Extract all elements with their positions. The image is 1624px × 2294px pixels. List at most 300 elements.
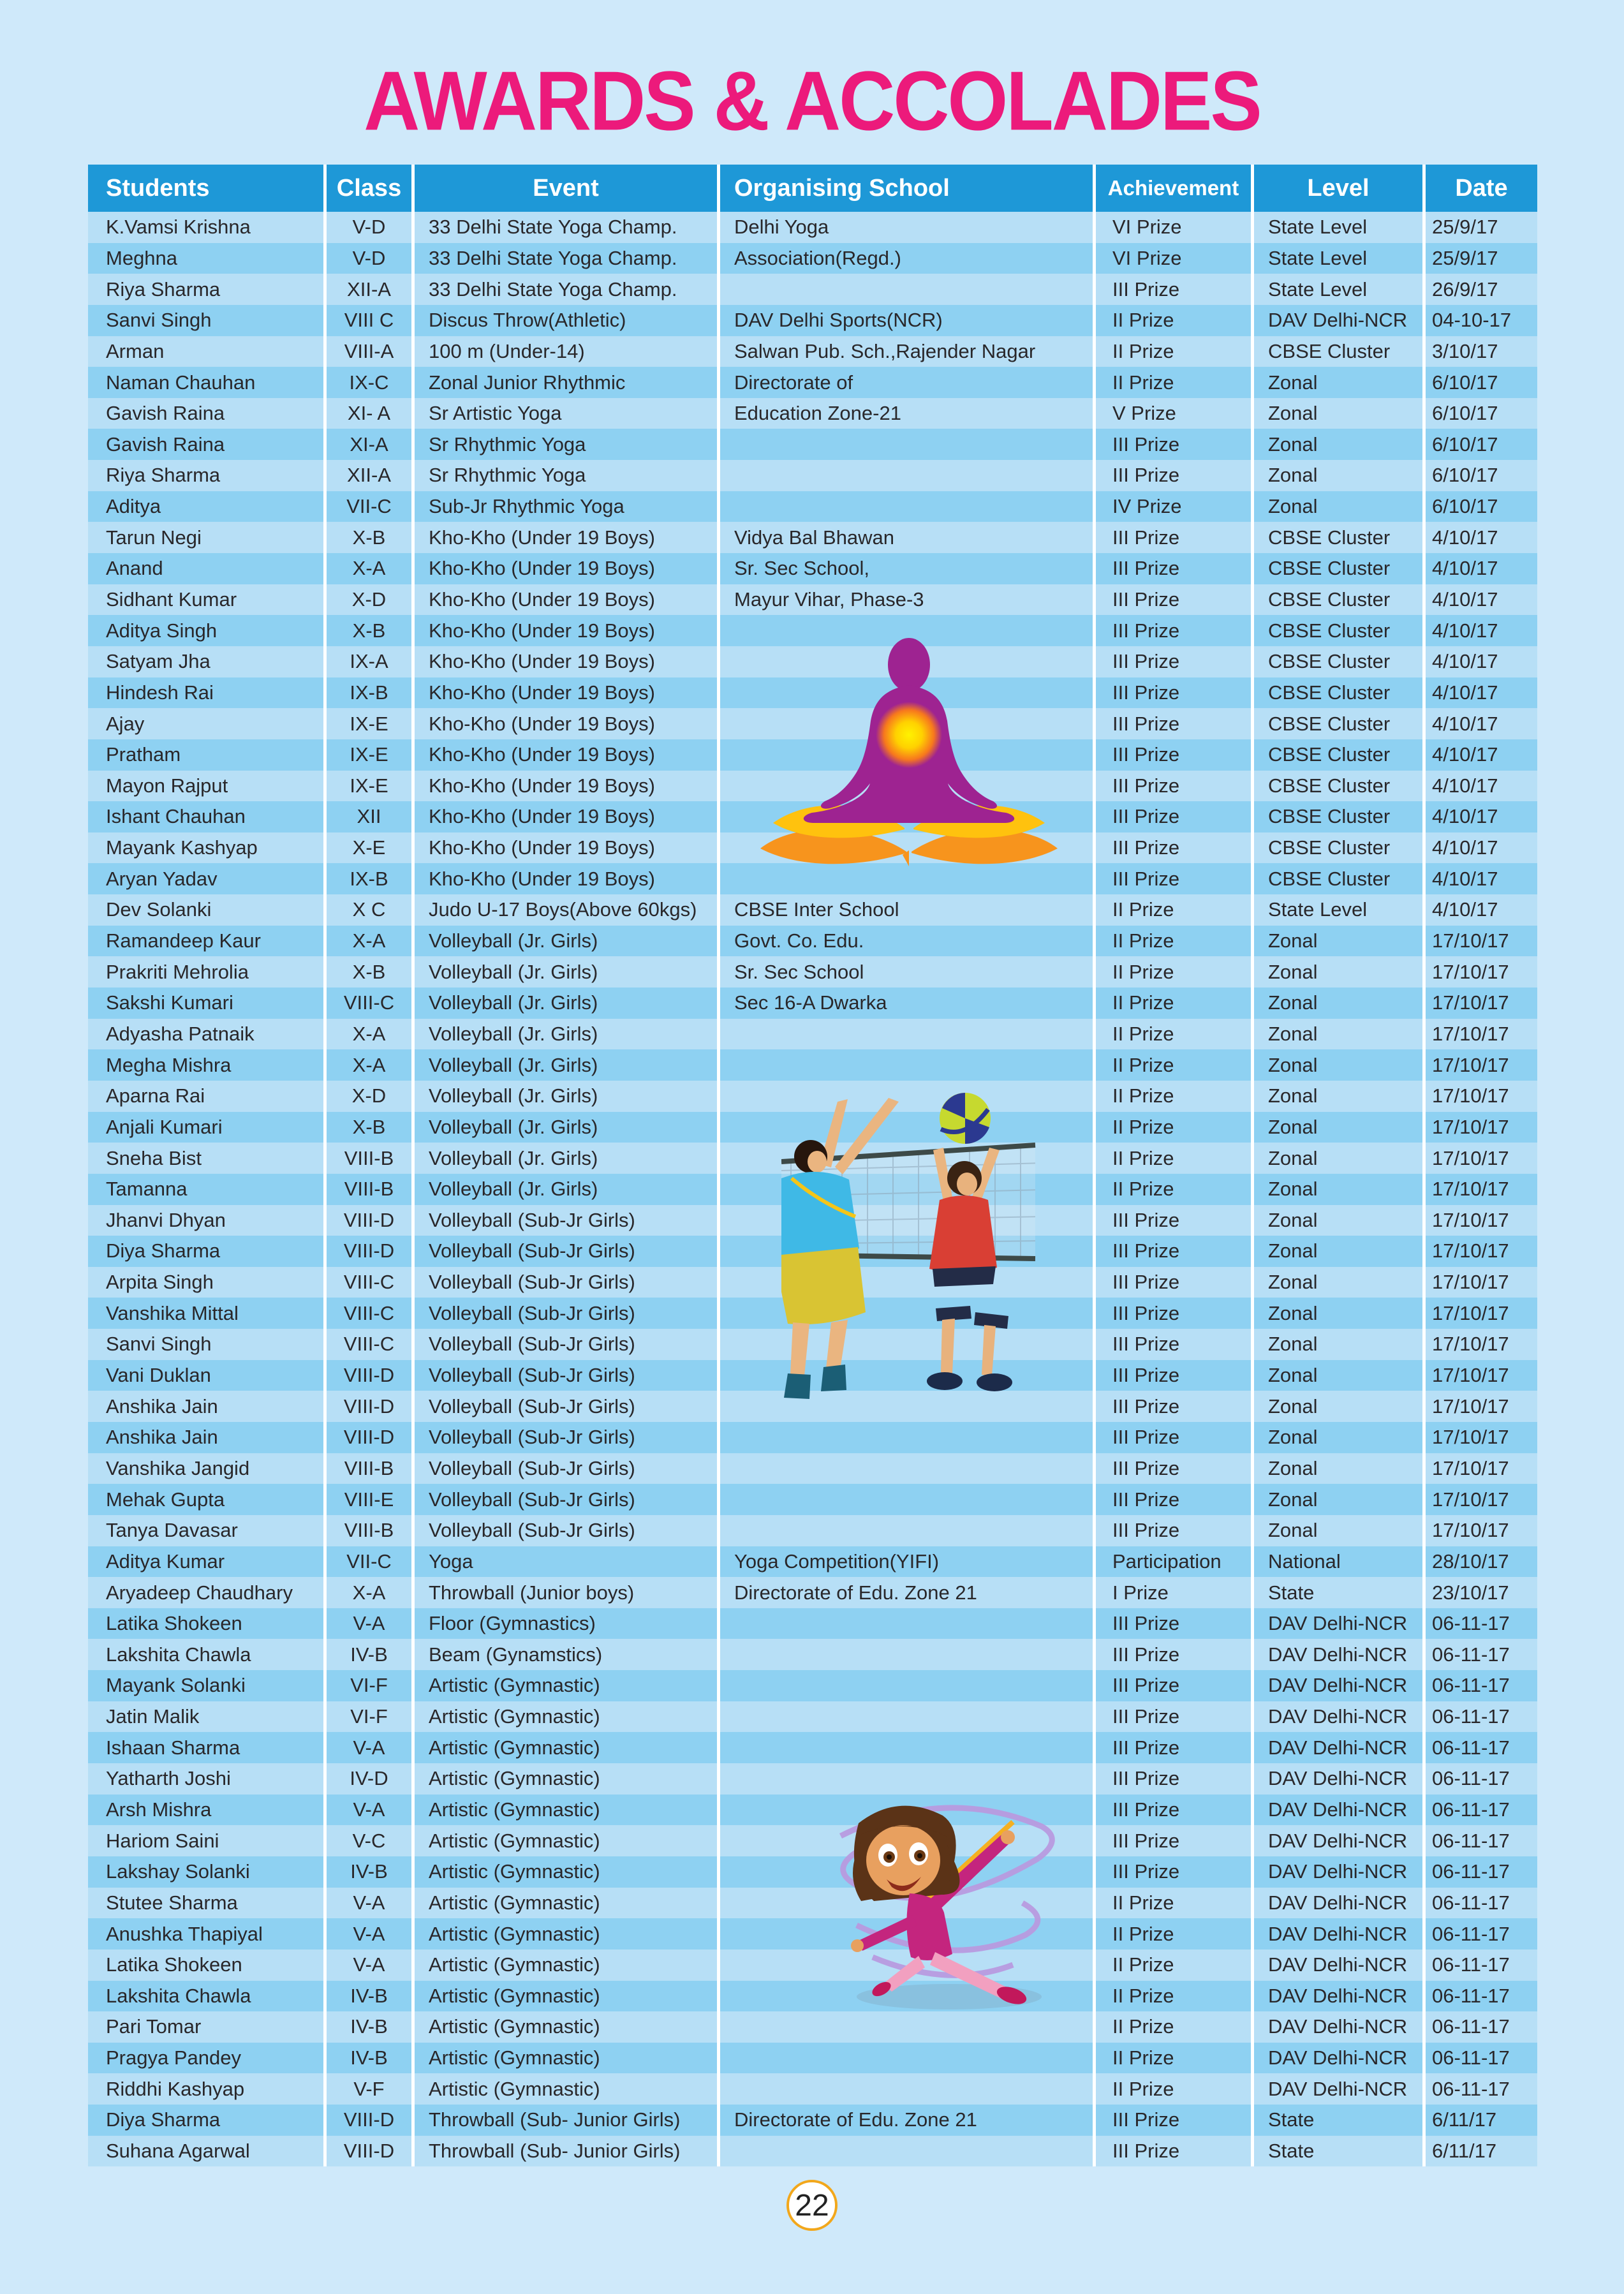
- cell-class: V-D: [327, 243, 415, 274]
- table-row: [88, 1825, 1537, 1856]
- cell-event: Volleyball (Jr. Girls): [415, 956, 720, 988]
- cell-class: XII-A: [327, 460, 415, 491]
- cell-students: Riya Sharma: [88, 460, 327, 491]
- cell-organising-school: [720, 677, 1096, 709]
- cell-level: Zonal: [1254, 1360, 1426, 1391]
- cell-class: IV-B: [327, 1856, 415, 1888]
- table-row: [88, 491, 1537, 522]
- cell-students: Pragya Pandey: [88, 2043, 327, 2074]
- cell-organising-school: [720, 646, 1096, 677]
- cell-organising-school: [720, 801, 1096, 833]
- cell-event: Volleyball (Sub-Jr Girls): [415, 1236, 720, 1267]
- cell-event: Sr Rhythmic Yoga: [415, 429, 720, 460]
- cell-organising-school: [720, 771, 1096, 802]
- cell-date: 17/10/17: [1432, 1301, 1509, 1324]
- cell-date: 06-11-17: [1432, 1922, 1510, 1945]
- cell-level: DAV Delhi-NCR: [1254, 305, 1426, 336]
- cell-event: Volleyball (Sub-Jr Girls): [415, 1205, 720, 1236]
- cell-class: X-B: [327, 1112, 415, 1143]
- cell-students: Gavish Raina: [88, 429, 327, 460]
- cell-students: Meghna: [88, 243, 327, 274]
- cell-class: X-E: [327, 833, 415, 864]
- table-row: [88, 1081, 1537, 1112]
- cell-achievement: II Prize: [1096, 1918, 1254, 1950]
- cell-date: 17/10/17: [1432, 1146, 1509, 1169]
- cell-class: V-A: [327, 1608, 415, 1639]
- cell-level: Zonal: [1254, 1422, 1426, 1453]
- cell-organising-school: [720, 708, 1096, 739]
- cell-organising-school: [720, 429, 1096, 460]
- table-row: [88, 801, 1537, 833]
- table-row: [88, 305, 1537, 336]
- cell-event: Volleyball (Jr. Girls): [415, 1049, 720, 1081]
- cell-level: CBSE Cluster: [1254, 553, 1426, 584]
- cell-event: Sr Rhythmic Yoga: [415, 460, 720, 491]
- cell-organising-school: [720, 1888, 1096, 1919]
- cell-achievement: III Prize: [1096, 1515, 1254, 1546]
- table-row: [88, 1360, 1537, 1391]
- cell-organising-school: [720, 1205, 1096, 1236]
- cell-organising-school: [720, 1360, 1096, 1391]
- cell-level: Zonal: [1254, 1081, 1426, 1112]
- cell-event: Kho-Kho (Under 19 Boys): [415, 677, 720, 709]
- cell-event: Volleyball (Jr. Girls): [415, 1019, 720, 1050]
- cell-level: State: [1254, 1577, 1426, 1608]
- cell-students: Riya Sharma: [88, 274, 327, 305]
- table-row: [88, 833, 1537, 864]
- cell-event: Artistic (Gymnastic): [415, 2011, 720, 2043]
- cell-level: Zonal: [1254, 398, 1426, 429]
- cell-organising-school: [720, 833, 1096, 864]
- cell-date: 4/10/17: [1432, 681, 1498, 704]
- cell-achievement: II Prize: [1096, 926, 1254, 957]
- cell-event: Artistic (Gymnastic): [415, 1888, 720, 1919]
- cell-date: 26/9/17: [1432, 278, 1498, 300]
- table-row: [88, 1019, 1537, 1050]
- cell-students: Arman: [88, 336, 327, 367]
- cell-event: Artistic (Gymnastic): [415, 1670, 720, 1701]
- table-row: [88, 1391, 1537, 1422]
- table-row: [88, 1888, 1537, 1919]
- cell-organising-school: Sr. Sec School,: [720, 553, 1096, 584]
- cell-class: X-A: [327, 926, 415, 957]
- cell-class: IV-B: [327, 2043, 415, 2074]
- cell-organising-school: [720, 2011, 1096, 2043]
- table-row: [88, 1701, 1537, 1733]
- cell-date: 4/10/17: [1432, 712, 1498, 735]
- table-row: [88, 1049, 1537, 1081]
- cell-level: DAV Delhi-NCR: [1254, 2043, 1426, 2074]
- table-row: [88, 646, 1537, 677]
- cell-class: VIII-D: [327, 1205, 415, 1236]
- cell-class: XII: [327, 801, 415, 833]
- cell-achievement: III Prize: [1096, 1795, 1254, 1826]
- cell-achievement: II Prize: [1096, 1049, 1254, 1081]
- cell-level: CBSE Cluster: [1254, 833, 1426, 864]
- cell-students: Pratham: [88, 739, 327, 771]
- cell-achievement: I Prize: [1096, 1577, 1254, 1608]
- cell-class: VIII-D: [327, 1236, 415, 1267]
- cell-students: Anushka Thapiyal: [88, 1918, 327, 1950]
- cell-class: X-B: [327, 522, 415, 553]
- cell-class: V-D: [327, 212, 415, 243]
- cell-students: Ajay: [88, 708, 327, 739]
- cell-event: Beam (Gynamstics): [415, 1639, 720, 1670]
- cell-level: State Level: [1254, 212, 1426, 243]
- table-row: [88, 584, 1537, 616]
- cell-level: National: [1254, 1546, 1426, 1578]
- cell-class: VIII-E: [327, 1484, 415, 1515]
- cell-students: Dev Solanki: [88, 894, 327, 926]
- cell-class: VIII-B: [327, 1453, 415, 1484]
- cell-organising-school: [720, 1453, 1096, 1484]
- cell-achievement: III Prize: [1096, 1825, 1254, 1856]
- cell-students: Mayon Rajput: [88, 771, 327, 802]
- cell-achievement: III Prize: [1096, 1391, 1254, 1422]
- cell-level: State Level: [1254, 894, 1426, 926]
- cell-level: CBSE Cluster: [1254, 863, 1426, 894]
- cell-students: Yatharth Joshi: [88, 1763, 327, 1795]
- cell-students: Latika Shokeen: [88, 1608, 327, 1639]
- cell-level: DAV Delhi-NCR: [1254, 1795, 1426, 1826]
- table-body: [88, 212, 1537, 2166]
- cell-achievement: VI Prize: [1096, 212, 1254, 243]
- cell-class: VIII-C: [327, 1329, 415, 1360]
- cell-level: Zonal: [1254, 1174, 1426, 1205]
- cell-students: Naman Chauhan: [88, 367, 327, 398]
- cell-level: Zonal: [1254, 1515, 1426, 1546]
- cell-class: VIII-B: [327, 1143, 415, 1174]
- cell-students: Mehak Gupta: [88, 1484, 327, 1515]
- cell-class: IX-E: [327, 739, 415, 771]
- table-header: [88, 165, 1537, 212]
- table-row: [88, 1856, 1537, 1888]
- cell-organising-school: [720, 1019, 1096, 1050]
- cell-class: V-A: [327, 1732, 415, 1763]
- cell-students: Ramandeep Kaur: [88, 926, 327, 957]
- cell-event: Kho-Kho (Under 19 Boys): [415, 646, 720, 677]
- cell-level: Zonal: [1254, 988, 1426, 1019]
- table-row: [88, 336, 1537, 367]
- cell-date: 17/10/17: [1432, 1178, 1509, 1201]
- cell-event: Sub-Jr Rhythmic Yoga: [415, 491, 720, 522]
- cell-class: XI-A: [327, 429, 415, 460]
- cell-event: 33 Delhi State Yoga Champ.: [415, 243, 720, 274]
- cell-students: Pari Tomar: [88, 2011, 327, 2043]
- cell-class: VI-F: [327, 1670, 415, 1701]
- cell-level: DAV Delhi-NCR: [1254, 1856, 1426, 1888]
- cell-date: 4/10/17: [1432, 557, 1498, 580]
- cell-class: V-A: [327, 1888, 415, 1919]
- cell-date: 06-11-17: [1432, 1674, 1510, 1697]
- cell-class: VIII-D: [327, 1422, 415, 1453]
- cell-event: Volleyball (Sub-Jr Girls): [415, 1422, 720, 1453]
- cell-event: Volleyball (Jr. Girls): [415, 1143, 720, 1174]
- cell-achievement: II Prize: [1096, 894, 1254, 926]
- table-row: [88, 1639, 1537, 1670]
- table-row: [88, 2136, 1537, 2167]
- cell-achievement: II Prize: [1096, 367, 1254, 398]
- cell-date: 6/10/17: [1432, 464, 1498, 487]
- cell-level: DAV Delhi-NCR: [1254, 1763, 1426, 1795]
- cell-students: Tanya Davasar: [88, 1515, 327, 1546]
- cell-students: Aditya Kumar: [88, 1546, 327, 1578]
- cell-event: Artistic (Gymnastic): [415, 2073, 720, 2105]
- cell-achievement: II Prize: [1096, 956, 1254, 988]
- cell-event: Artistic (Gymnastic): [415, 1918, 720, 1950]
- cell-students: Anand: [88, 553, 327, 584]
- table-row: [88, 926, 1537, 957]
- cell-level: DAV Delhi-NCR: [1254, 1825, 1426, 1856]
- cell-achievement: II Prize: [1096, 336, 1254, 367]
- cell-event: Kho-Kho (Under 19 Boys): [415, 615, 720, 646]
- column-header-achievement: Achievement: [1096, 165, 1254, 212]
- cell-class: IV-D: [327, 1763, 415, 1795]
- cell-class: VIII-D: [327, 1391, 415, 1422]
- table-row: [88, 1174, 1537, 1205]
- cell-class: X-A: [327, 1019, 415, 1050]
- table-row: [88, 212, 1537, 243]
- cell-achievement: III Prize: [1096, 1422, 1254, 1453]
- cell-class: IX-B: [327, 677, 415, 709]
- cell-event: 33 Delhi State Yoga Champ.: [415, 274, 720, 305]
- cell-level: Zonal: [1254, 1298, 1426, 1329]
- cell-level: CBSE Cluster: [1254, 522, 1426, 553]
- cell-class: X-A: [327, 553, 415, 584]
- cell-date: 4/10/17: [1432, 836, 1498, 859]
- cell-level: State Level: [1254, 274, 1426, 305]
- cell-achievement: II Prize: [1096, 1019, 1254, 1050]
- cell-class: X-A: [327, 1577, 415, 1608]
- cell-achievement: III Prize: [1096, 677, 1254, 709]
- cell-students: Jhanvi Dhyan: [88, 1205, 327, 1236]
- cell-date: 06-11-17: [1432, 1798, 1510, 1821]
- cell-date: 06-11-17: [1432, 1736, 1510, 1759]
- cell-students: Adyasha Patnaik: [88, 1019, 327, 1050]
- cell-organising-school: [720, 1515, 1096, 1546]
- cell-students: Ishant Chauhan: [88, 801, 327, 833]
- table-row: [88, 615, 1537, 646]
- cell-class: VIII-B: [327, 1174, 415, 1205]
- cell-class: X-B: [327, 956, 415, 988]
- cell-students: Sneha Bist: [88, 1143, 327, 1174]
- cell-organising-school: [720, 1143, 1096, 1174]
- table-row: [88, 274, 1537, 305]
- cell-event: Kho-Kho (Under 19 Boys): [415, 833, 720, 864]
- cell-date: 17/10/17: [1432, 1208, 1509, 1231]
- cell-organising-school: Directorate of Edu. Zone 21: [720, 2105, 1096, 2136]
- cell-students: Prakriti Mehrolia: [88, 956, 327, 988]
- cell-event: Discus Throw(Athletic): [415, 305, 720, 336]
- cell-achievement: III Prize: [1096, 801, 1254, 833]
- cell-level: CBSE Cluster: [1254, 708, 1426, 739]
- cell-event: Artistic (Gymnastic): [415, 1825, 720, 1856]
- cell-level: DAV Delhi-NCR: [1254, 1918, 1426, 1950]
- cell-achievement: III Prize: [1096, 1701, 1254, 1733]
- cell-event: Volleyball (Jr. Girls): [415, 1174, 720, 1205]
- cell-organising-school: [720, 1298, 1096, 1329]
- cell-date: 17/10/17: [1432, 1488, 1509, 1511]
- table-row: [88, 739, 1537, 771]
- cell-date: 4/10/17: [1432, 805, 1498, 828]
- cell-date: 17/10/17: [1432, 1240, 1509, 1262]
- cell-event: Volleyball (Sub-Jr Girls): [415, 1329, 720, 1360]
- cell-organising-school: [720, 274, 1096, 305]
- table-row: [88, 1143, 1537, 1174]
- cell-class: IX-E: [327, 708, 415, 739]
- cell-organising-school: [720, 1981, 1096, 2012]
- cell-class: V-A: [327, 1918, 415, 1950]
- cell-event: Kho-Kho (Under 19 Boys): [415, 522, 720, 553]
- cell-event: Volleyball (Sub-Jr Girls): [415, 1267, 720, 1298]
- cell-event: 100 m (Under-14): [415, 336, 720, 367]
- cell-achievement: II Prize: [1096, 2043, 1254, 2074]
- cell-event: Throwball (Junior boys): [415, 1577, 720, 1608]
- cell-organising-school: Directorate of: [720, 367, 1096, 398]
- cell-date: 4/10/17: [1432, 898, 1498, 921]
- cell-level: CBSE Cluster: [1254, 584, 1426, 616]
- table-row: [88, 1112, 1537, 1143]
- cell-level: DAV Delhi-NCR: [1254, 2073, 1426, 2105]
- cell-event: Volleyball (Sub-Jr Girls): [415, 1391, 720, 1422]
- cell-class: IX-E: [327, 771, 415, 802]
- cell-class: IV-B: [327, 1981, 415, 2012]
- cell-students: Sidhant Kumar: [88, 584, 327, 616]
- table-row: [88, 677, 1537, 709]
- cell-date: 28/10/17: [1432, 1550, 1509, 1573]
- cell-date: 4/10/17: [1432, 526, 1498, 549]
- cell-date: 6/11/17: [1432, 2140, 1497, 2163]
- cell-achievement: III Prize: [1096, 1205, 1254, 1236]
- table-row: [88, 1546, 1537, 1578]
- table-row: [88, 1577, 1537, 1608]
- cell-date: 06-11-17: [1432, 1860, 1510, 1883]
- cell-date: 4/10/17: [1432, 774, 1498, 797]
- cell-achievement: III Prize: [1096, 553, 1254, 584]
- cell-date: 06-11-17: [1432, 1643, 1510, 1666]
- cell-students: Lakshita Chawla: [88, 1981, 327, 2012]
- table-row: [88, 2043, 1537, 2074]
- cell-date: 06-11-17: [1432, 1829, 1510, 1852]
- cell-event: Kho-Kho (Under 19 Boys): [415, 771, 720, 802]
- cell-students: Arpita Singh: [88, 1267, 327, 1298]
- table-row: [88, 988, 1537, 1019]
- cell-students: Diya Sharma: [88, 1236, 327, 1267]
- cell-organising-school: [720, 2043, 1096, 2074]
- cell-level: Zonal: [1254, 1019, 1426, 1050]
- cell-students: Sanvi Singh: [88, 305, 327, 336]
- cell-students: Aryadeep Chaudhary: [88, 1577, 327, 1608]
- cell-organising-school: DAV Delhi Sports(NCR): [720, 305, 1096, 336]
- cell-achievement: III Prize: [1096, 460, 1254, 491]
- table-row: [88, 1422, 1537, 1453]
- cell-class: IV-B: [327, 2011, 415, 2043]
- cell-achievement: II Prize: [1096, 1174, 1254, 1205]
- cell-date: 4/10/17: [1432, 867, 1498, 890]
- cell-level: DAV Delhi-NCR: [1254, 1639, 1426, 1670]
- cell-class: VIII-C: [327, 988, 415, 1019]
- cell-achievement: III Prize: [1096, 1608, 1254, 1639]
- cell-date: 25/9/17: [1432, 216, 1498, 239]
- cell-event: Zonal Junior Rhythmic: [415, 367, 720, 398]
- cell-level: CBSE Cluster: [1254, 336, 1426, 367]
- cell-date: 17/10/17: [1432, 960, 1509, 983]
- table-row: [88, 460, 1537, 491]
- cell-event: Volleyball (Sub-Jr Girls): [415, 1515, 720, 1546]
- cell-date: 17/10/17: [1432, 1115, 1509, 1138]
- cell-class: VIII-B: [327, 1515, 415, 1546]
- cell-achievement: III Prize: [1096, 1639, 1254, 1670]
- cell-event: Volleyball (Jr. Girls): [415, 926, 720, 957]
- cell-level: Zonal: [1254, 1267, 1426, 1298]
- cell-organising-school: [720, 1174, 1096, 1205]
- cell-achievement: III Prize: [1096, 646, 1254, 677]
- cell-class: X-B: [327, 615, 415, 646]
- table-row: [88, 1236, 1537, 1267]
- cell-event: Artistic (Gymnastic): [415, 1701, 720, 1733]
- cell-date: 4/10/17: [1432, 650, 1498, 673]
- cell-students: Vanshika Jangid: [88, 1453, 327, 1484]
- cell-event: Kho-Kho (Under 19 Boys): [415, 863, 720, 894]
- cell-event: Volleyball (Sub-Jr Girls): [415, 1298, 720, 1329]
- table-row: [88, 553, 1537, 584]
- cell-level: Zonal: [1254, 429, 1426, 460]
- cell-organising-school: Mayur Vihar, Phase-3: [720, 584, 1096, 616]
- cell-students: Megha Mishra: [88, 1049, 327, 1081]
- cell-students: Latika Shokeen: [88, 1950, 327, 1981]
- cell-organising-school: [720, 1391, 1096, 1422]
- cell-students: Aryan Yadav: [88, 863, 327, 894]
- cell-organising-school: [720, 1950, 1096, 1981]
- cell-organising-school: [720, 1763, 1096, 1795]
- cell-achievement: III Prize: [1096, 274, 1254, 305]
- cell-class: IX-B: [327, 863, 415, 894]
- cell-students: Gavish Raina: [88, 398, 327, 429]
- cell-organising-school: Vidya Bal Bhawan: [720, 522, 1096, 553]
- cell-organising-school: [720, 1484, 1096, 1515]
- cell-organising-school: [720, 1795, 1096, 1826]
- table-row: [88, 1981, 1537, 2012]
- cell-students: Lakshay Solanki: [88, 1856, 327, 1888]
- cell-organising-school: Yoga Competition(YIFI): [720, 1546, 1096, 1578]
- cell-level: DAV Delhi-NCR: [1254, 1701, 1426, 1733]
- cell-date: 6/10/17: [1432, 371, 1498, 394]
- cell-students: Stutee Sharma: [88, 1888, 327, 1919]
- cell-achievement: V Prize: [1096, 398, 1254, 429]
- cell-date: 4/10/17: [1432, 743, 1498, 766]
- cell-level: CBSE Cluster: [1254, 615, 1426, 646]
- cell-organising-school: [720, 1112, 1096, 1143]
- table-row: [88, 367, 1537, 398]
- cell-students: Anshika Jain: [88, 1391, 327, 1422]
- cell-organising-school: [720, 1267, 1096, 1298]
- cell-level: Zonal: [1254, 491, 1426, 522]
- cell-date: 17/10/17: [1432, 1022, 1509, 1045]
- cell-achievement: II Prize: [1096, 1981, 1254, 2012]
- table-row: [88, 1484, 1537, 1515]
- cell-students: Hariom Saini: [88, 1825, 327, 1856]
- cell-date: 17/10/17: [1432, 1333, 1509, 1356]
- column-header-class: Class: [327, 165, 415, 212]
- cell-class: V-A: [327, 1795, 415, 1826]
- cell-class: V-C: [327, 1825, 415, 1856]
- cell-organising-school: Delhi Yoga: [720, 212, 1096, 243]
- cell-event: Judo U-17 Boys(Above 60kgs): [415, 894, 720, 926]
- cell-event: Kho-Kho (Under 19 Boys): [415, 553, 720, 584]
- cell-date: 06-11-17: [1432, 1891, 1510, 1914]
- cell-event: Artistic (Gymnastic): [415, 1981, 720, 2012]
- cell-students: Ishaan Sharma: [88, 1732, 327, 1763]
